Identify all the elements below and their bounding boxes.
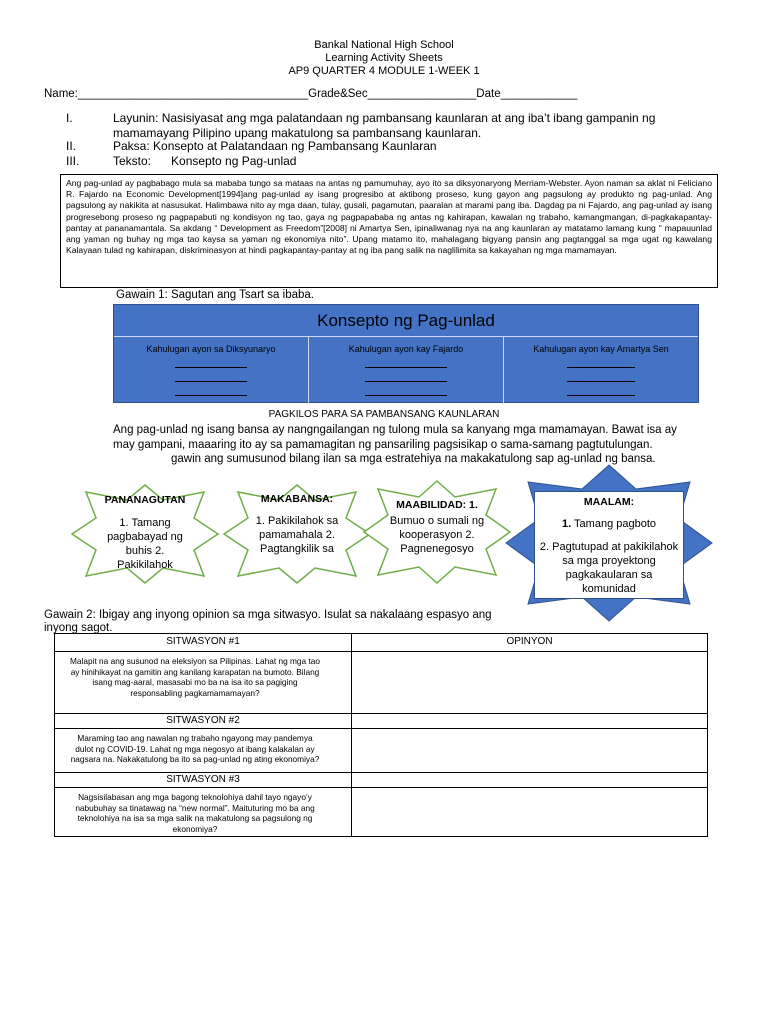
chart-column-diksyunaryo xyxy=(114,337,309,403)
konsepto-chart xyxy=(113,304,699,403)
star-title: MAALAM: xyxy=(583,496,635,508)
star-body: 2. Pagtutupad at pakikilahok sa mga proyektong pagkakaularan sa komunidad xyxy=(539,541,679,595)
pagkilos-paragraph xyxy=(113,423,723,467)
situation-label: SITWASYON #3 xyxy=(55,773,352,788)
star-maalam xyxy=(504,463,714,623)
table-row xyxy=(55,773,708,788)
objective-text: Layunin: Nasisiyasat ang mga palatandaan ng pambansang kaunlaran at ang iba’t ibang gampanin ng mamamayang Pilipino upang makatulong sa pambansang kaunlaran. xyxy=(113,111,656,140)
opinion-answer-cell[interactable] xyxy=(352,773,708,788)
opinion-answer-cell[interactable] xyxy=(352,729,708,773)
pagkilos-title: PAGKILOS PARA SA PAMBANSANG KAUNLARAN xyxy=(268,409,500,420)
column-header: Kahulugan ayon sa Diksyunaryo xyxy=(146,344,276,354)
table-row xyxy=(55,729,708,773)
school-name: Bankal National High School xyxy=(314,39,454,51)
chart-title: Konsepto ng Pag-unlad xyxy=(317,311,495,330)
answer-blank[interactable] xyxy=(365,360,447,368)
sheet-title: Learning Activity Sheets xyxy=(325,52,443,64)
reading-text-box: Ang pag-unlad ay pagbabago mula sa mababa tungo sa mataas na antas ng pamumuhay, ayo ito sa diksyonaryong Merriam-Webster. Ayon naman sa aklat ni Feliciano R. Fajardo na Economic Development[1994]ang pag-unlad ay isang progresibo at aktibong proseso, kung gayon ang pagsulong ay produkto ng pag-unlad. Ang pagsulong ay nakikita at nasusukat. Halimbawa nito ay mga daan, tulay, gusali, pagamutan, paaralan at marami pang iba. Dagdag pa ni Fajardo, ang pag-unlad ay isang progresebong proseso ng pagpapabuti ng kondisyon ng tao, gaya ng pagpapababa ng antas ng kahirapan, kawalan ng trabaho, kamangmangan, di-pagkakapantay-pantay at pananamantala. Sa akdang “ Development as Freedom”[2008] ni Amartya Sen, ipinaliwanag nya na ang kaunlaran ay matatamo lamang kung “ mapauunlad ang yaman ng buhay ng mga tao kaysa sa yaman ng ekonomiya nito”. Upang matamo ito, mahalagang bigyang pansin ang pagtanggal sa mga ugat ng kawalang Kalayaan tulad ng kahirapan, diskriminasyon at hindi pagkapantay-pantay at ng iba pang salik na naglilimita sa kakayahan ng mga mamamayan. xyxy=(60,174,718,288)
star-body: Bumuo o sumali ng kooperasyon 2. Pagnenegosyo xyxy=(389,515,485,555)
table-row xyxy=(55,652,708,714)
answer-blank[interactable] xyxy=(365,388,447,396)
situation-text: Maraming tao ang nawalan ng trabaho ngayong may pandemya dulot ng COVID-19. Lahat ng mga negosyo at ibang kalakalan ay nagsara na. Nakakatulong ba ito sa pag-unlad ng ating ekonomiya? xyxy=(55,729,352,773)
table-row xyxy=(55,714,708,729)
chart-column-amartya-sen xyxy=(504,337,698,403)
situation-label: SITWASYON #1 xyxy=(55,634,352,652)
opinion-header: OPINYON xyxy=(352,634,708,652)
table-row xyxy=(55,788,708,837)
objective-text: Teksto: Konsepto ng Pag-unlad xyxy=(113,154,297,168)
opinion-answer-cell[interactable] xyxy=(352,714,708,729)
answer-blank[interactable] xyxy=(567,360,635,368)
answer-blank[interactable] xyxy=(175,374,247,382)
chart-column-fajardo xyxy=(309,337,504,403)
objective-text: Paksa: Konsepto at Palatandaan ng Pambansang Kaunlaran xyxy=(113,139,437,153)
star-title: MAKABANSA: xyxy=(260,493,334,505)
star-body: 1. Tamang pagbabayad ng buhis 2. Pakikilahok xyxy=(107,517,183,571)
answer-blank[interactable] xyxy=(567,374,635,382)
column-header: Kahulugan ayon kay Fajardo xyxy=(348,344,464,354)
gawain-2-instruction: Gawain 2: Ibigay ang inyong opinion sa mga sitwasyo. Isulat sa nakalaang espasyo ang inyong sagot. xyxy=(44,609,492,634)
situation-label: SITWASYON #2 xyxy=(55,714,352,729)
answer-blank[interactable] xyxy=(567,388,635,396)
opinion-answer-cell[interactable] xyxy=(352,788,708,837)
star-body-number: 1. xyxy=(562,518,572,530)
paragraph-line: may gampani, maaaring ito ay sa pamamagitan ng pansariling pagsisikap o sama-samang pagtutulungan. xyxy=(113,438,653,451)
situation-text: Nagsisilabasan ang mga bagong teknolohiya dahil tayo ngayo’y nabubuhay sa tinatawag na “new normal”. Maituturing mo ba ang teknolohiya na isa sa mga salik na makatulong sa pagsulong ng ekonomiya? xyxy=(55,788,352,837)
answer-blank[interactable] xyxy=(175,360,247,368)
answer-blank[interactable] xyxy=(365,374,447,382)
objective-number: I. xyxy=(66,111,73,125)
star-body: 1. Pakikilahok sa pamamahala 2. Pagtangkilik sa xyxy=(255,515,339,555)
objective-number: III. xyxy=(66,154,80,168)
chart-columns xyxy=(114,336,698,402)
star-title: MAABILIDAD: 1. xyxy=(396,499,478,511)
objective-number: II. xyxy=(66,139,77,153)
module-title: AP9 QUARTER 4 MODULE 1-WEEK 1 xyxy=(288,65,480,77)
paragraph-line: Ang pag-unlad ng isang bansa ay nangngailangan ng tulong mula sa kanyang mga mamamayan. Bawat isa ay xyxy=(113,424,677,436)
situation-table xyxy=(54,633,708,837)
star-title: PANANAGUTAN xyxy=(104,494,186,506)
star-body xyxy=(540,517,678,535)
gawain-1-instruction: Gawain 1: Sagutan ang Tsart sa ibaba. xyxy=(116,289,314,301)
situation-text: Malapit na ang susunod na eleksiyon sa Pilipinas. Lahat ng mga tao ay hinihikayat na gamitin ang kanilang karapatan na bumoto. Bilang isang mag-aaral, masasabi mo ba na isa ito sa pagiging responsabling pagkamamamayan? xyxy=(55,652,352,714)
name-grade-date-line: Name:____________________________________Grade&Sec_________________Date____________ xyxy=(44,88,578,100)
star-makabansa xyxy=(222,482,372,586)
star-pananagutan xyxy=(70,482,220,586)
column-header: Kahulugan ayon kay Amartya Sen xyxy=(533,344,669,354)
opinion-answer-cell[interactable] xyxy=(352,652,708,714)
table-row xyxy=(55,634,708,652)
paragraph-line: gawin ang sumusunod bilang ilan sa mga estratehiya na makakatulong sap ag-unlad ng bansa. xyxy=(171,453,656,465)
answer-blank[interactable] xyxy=(175,388,247,396)
star-body-item: Tamang pagboto xyxy=(574,518,656,530)
star-maabilidad xyxy=(362,478,512,586)
